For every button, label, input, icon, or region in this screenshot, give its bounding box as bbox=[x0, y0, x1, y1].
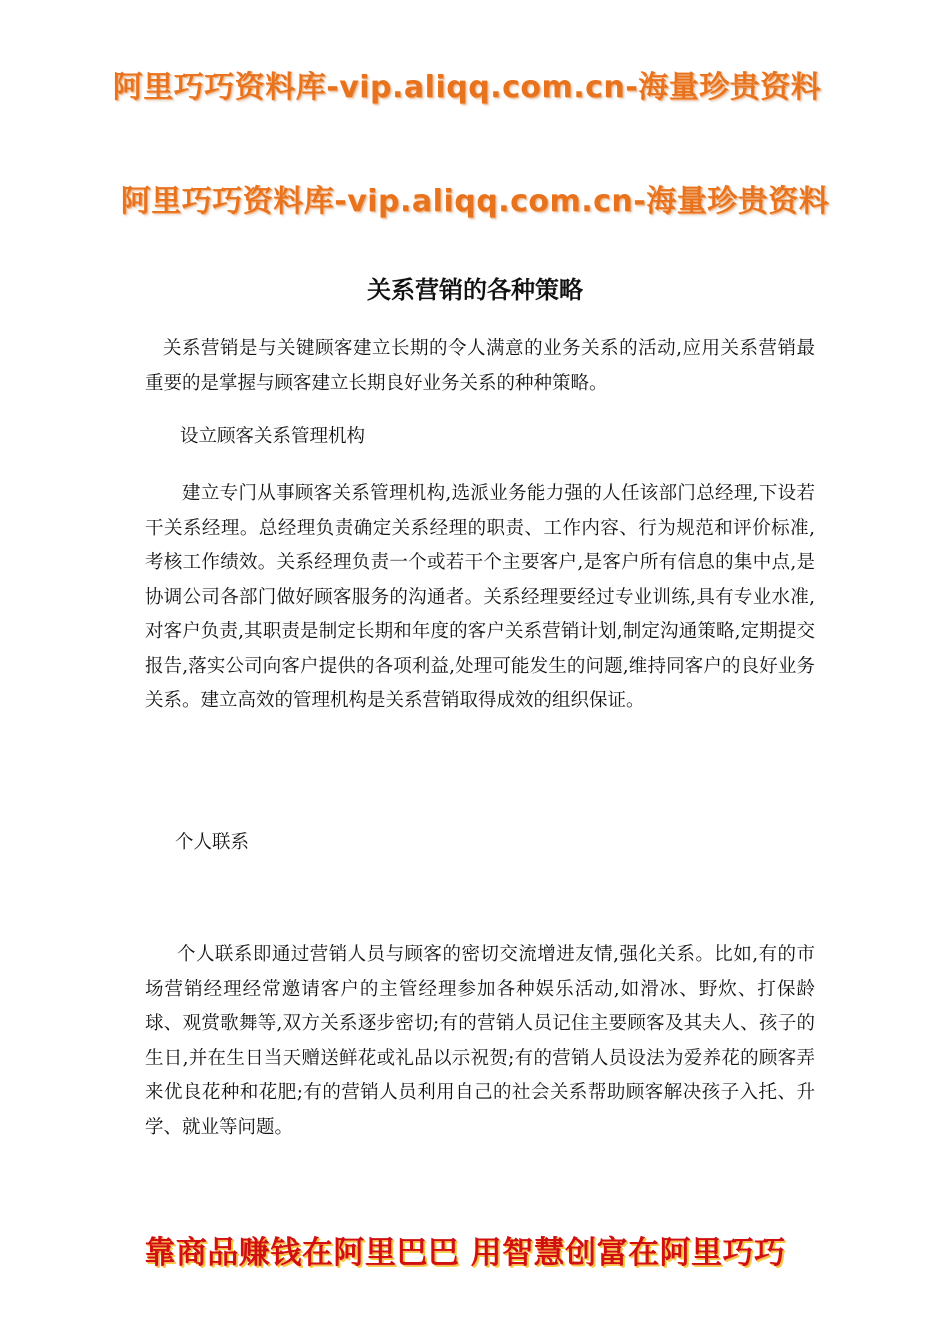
top-banner-2: 阿里巧巧资料库-vip.aliqq.com.cn-海量珍贵资料 bbox=[120, 184, 830, 219]
document-title: 关系营销的各种策略 bbox=[367, 275, 583, 304]
bottom-banner: 靠商品赚钱在阿里巴巴 用智慧创富在阿里巧巧 bbox=[144, 1235, 786, 1271]
section-heading-personal-contact: 个人联系 bbox=[175, 832, 250, 853]
section-heading-customer-relationship-org: 设立顾客关系管理机构 bbox=[180, 426, 366, 447]
section-paragraph-personal-contact: 个人联系即通过营销人员与顾客的密切交流增进友情,强化关系。比如,有的市场营销经理经常邀请客户的主管经理参加各种娱乐活动,如滑冰、野炊、打保龄球、观赏歌舞等,双方关系逐步密切;有的营销人员记住主要顾客及其夫人、孩子的生日,并在生日当天赠送鲜花或礼品以示祝贺;有的营销人员设法为爱养花的顾客弄来优良花种和花肥;有的营销人员利用自己的社会关系帮助顾客解决孩子入托、升学、就业等问题。 bbox=[145, 944, 815, 1138]
intro-paragraph: 关系营销是与关键顾客建立长期的令人满意的业务关系的活动,应用关系营销最重要的是掌握与顾客建立长期良好业务关系的种种策略。 bbox=[145, 338, 815, 394]
section-paragraph-customer-relationship-org: 建立专门从事顾客关系管理机构,选派业务能力强的人任该部门总经理,下设若干关系经理。总经理负责确定关系经理的职责、工作内容、行为规范和评价标准,考核工作绩效。关系经理负责一个或若干个主要客户,是客户所有信息的集中点,是协调公司各部门做好顾客服务的沟通者。关系经理要经过专业训练,具有专业水准,对客户负责,其职责是制定长期和年度的客户关系营销计划,制定沟通策略,定期提交报告,落实公司向客户提供的各项利益,处理可能发生的问题,维持同客户的良好业务关系。建立高效的管理机构是关系营销取得成效的组织保证。 bbox=[145, 483, 815, 711]
top-banner-1: 阿里巧巧资料库-vip.aliqq.com.cn-海量珍贵资料 bbox=[112, 70, 822, 105]
